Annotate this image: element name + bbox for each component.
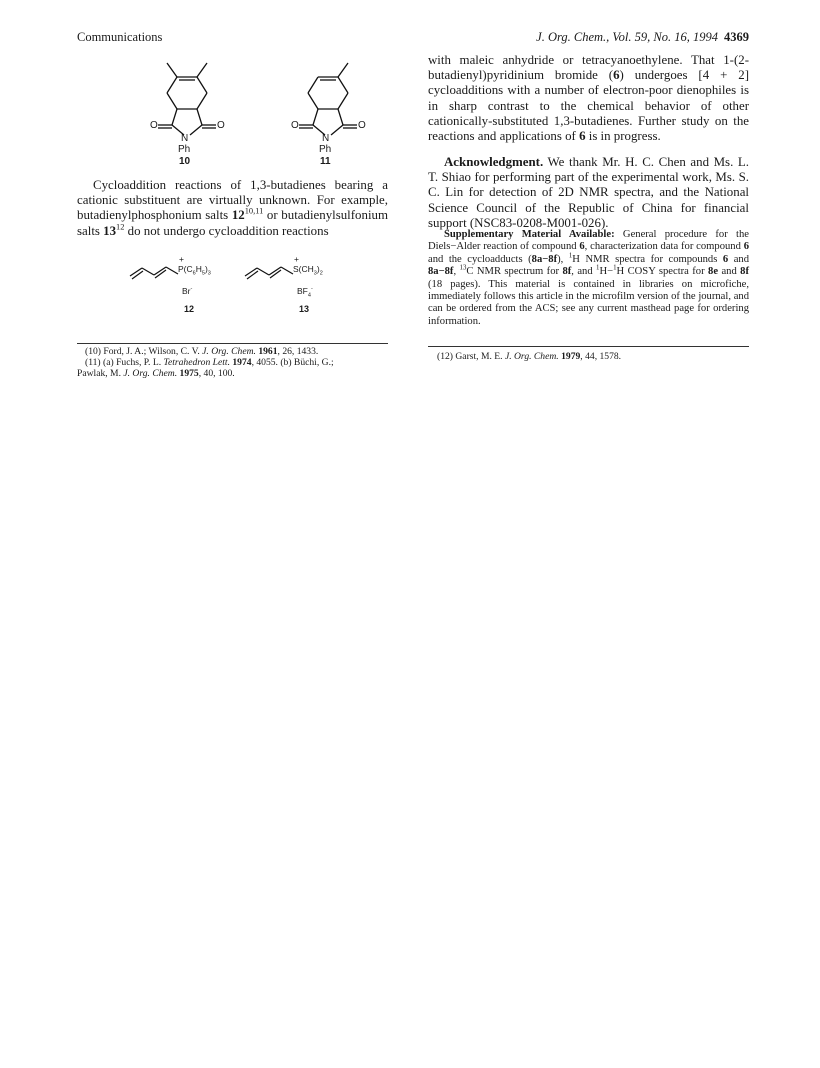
left-paragraph-cycloaddition <box>77 178 388 239</box>
bold: 6 <box>743 241 749 253</box>
sup: 1 <box>613 264 617 272</box>
text: General procedure for the Diels−Alder reaction of compound <box>428 229 749 253</box>
page-number: 4369 <box>724 30 749 44</box>
group-text: ) <box>204 264 208 274</box>
supplementary-heading: Supplementary Material Available: <box>444 229 615 240</box>
structure-11-oxygen-right: O <box>358 120 366 131</box>
footnote-rule-right <box>428 346 749 347</box>
citation: 12 <box>116 222 125 232</box>
text: H COSY spectra for <box>616 266 709 278</box>
fn-year: 1961 <box>255 346 278 357</box>
structure-12-counterion <box>182 286 192 296</box>
subscript: 5 <box>201 270 205 277</box>
bold: 6 <box>722 253 729 265</box>
journal-citation: J. Org. Chem., Vol. 59, No. 16, 1994 <box>536 30 718 44</box>
sup: 13 <box>459 264 467 272</box>
compound-ref: 12 <box>231 208 245 223</box>
text: is in progress. <box>585 129 661 144</box>
bold: 8a−8f <box>428 266 454 278</box>
sup: 1 <box>568 252 573 260</box>
text: Cycloaddition reactions of 1,3-butadienes bearing a cationic substituent are virtually unknown. For example, butadienylphosphonium salts <box>77 178 388 223</box>
anion-charge: - <box>190 286 193 293</box>
bold: 8a−8f <box>531 253 558 265</box>
anion: BF <box>297 286 308 296</box>
fn-journal: J. Org. Chem. <box>123 368 178 379</box>
acknowledgment-text: We thank Mr. H. C. Chen and Ms. L. T. Shiao for performing part of the experimental work, Ms. S. C. Lin for detection of 2D NMR spectra, and the National Science Council of the Republic of China for financial support (NSC83-0208-M001-026). <box>428 155 749 230</box>
structures-10-11 <box>77 55 388 165</box>
fn-text: , 40, 100. <box>198 368 235 379</box>
structure-11-nitrogen: N <box>322 133 330 144</box>
fn-year: 1974 <box>229 357 252 368</box>
text: and the cycloadducts ( <box>428 253 532 265</box>
running-header-section: Communications <box>77 30 163 44</box>
structure-13-counterion <box>297 286 313 299</box>
acknowledgment-paragraph <box>428 155 749 231</box>
structure-11-oxygen-left: O <box>291 120 299 131</box>
footnote-rule-left <box>77 343 388 344</box>
structure-13-charge: + <box>294 254 299 264</box>
structure-10-phenyl: Ph <box>178 144 191 155</box>
structure-10-oxygen-right: O <box>217 120 225 131</box>
subscript: 2 <box>319 270 323 277</box>
footnote-11 <box>85 357 388 369</box>
text: (18 pages). This material is contained in libraries on microfiche, immediately follows this article in the microfilm version of the journal, and can be ordered from the ACS; see any current masthead page for ordering information. <box>428 278 749 327</box>
compound-ref: 13 <box>103 223 117 238</box>
structure-11-phenyl: Ph <box>319 144 332 155</box>
compound-ref: 6 <box>579 129 586 144</box>
sup: 1 <box>596 264 600 272</box>
structure-10-label: 10 <box>179 156 191 167</box>
footnote-10 <box>85 346 388 358</box>
text: ) undergoes [4 + 2] cycloadditions with a number of electron-poor dienophiles is in sharp contrast to the chemical behavior of other cationically-substituted 1,3-butadienes. Further study on the reactions and applications of <box>428 68 749 144</box>
text: H− <box>599 266 614 278</box>
group-text: S(CH <box>293 264 314 274</box>
footnote-12 <box>437 351 749 363</box>
structure-13-label: 13 <box>299 304 310 314</box>
footnote-11-cont <box>77 368 388 380</box>
group-text: P(C <box>178 264 193 274</box>
text: and <box>718 266 741 278</box>
fn-journal: J. Org. Chem. <box>202 346 256 357</box>
anion-charge: - <box>310 286 313 293</box>
text: , <box>453 266 460 278</box>
structures-12-13 <box>128 250 388 320</box>
fn-text: , 26, 1433. <box>277 346 319 357</box>
text: with maleic anhydride or tetracyanoethylene. That 1-(2-butadienyl)pyridinium bromide ( <box>428 53 749 83</box>
text: and <box>728 253 749 265</box>
bold: 8f <box>740 266 749 278</box>
group-text: ) <box>316 264 320 274</box>
structure-11-label: 11 <box>320 156 331 167</box>
bold: 8e <box>708 266 719 278</box>
structure-12-charge: + <box>179 254 184 264</box>
text: , and <box>571 266 597 278</box>
text: or butadienylsulfonium salts <box>77 208 388 238</box>
subscript: 3 <box>207 270 211 277</box>
fn-year: 1975 <box>177 368 199 379</box>
subscript: 6 <box>192 270 196 277</box>
bold: 8f <box>562 266 572 278</box>
structure-10-oxygen-left: O <box>150 120 158 131</box>
supplementary-material-paragraph <box>428 229 749 328</box>
fn-text: , 44, 1578. <box>580 351 622 362</box>
acknowledgment-heading: Acknowledgment. <box>444 155 544 169</box>
subscript: 3 <box>313 270 317 277</box>
text: do not undergo cycloaddition reactions <box>124 223 329 238</box>
compound-ref: 6 <box>613 68 620 83</box>
text: ), <box>557 253 569 265</box>
anion: Br <box>182 286 191 296</box>
right-paragraph-conclusion <box>428 53 749 144</box>
fn-journal: J. Org. Chem. <box>504 351 559 362</box>
fn-text: Pawlak, M. <box>77 368 124 379</box>
group-text: H <box>195 264 202 274</box>
structure-10-nitrogen: N <box>181 133 189 144</box>
structure-12-label: 12 <box>184 304 195 314</box>
structure-13-group <box>293 264 323 277</box>
fn-text: , 4055. (b) Büchi, G.; <box>251 357 334 368</box>
text: H NMR spectra for compounds <box>572 253 723 265</box>
fn-text: (11) (a) Fuchs, P. L. <box>85 357 164 368</box>
fn-year: 1979 <box>558 351 581 362</box>
subscript: 4 <box>307 292 311 299</box>
running-header-journal <box>536 30 749 45</box>
fn-text: (12) Garst, M. E. <box>437 351 505 362</box>
fn-journal: Tetrahedron Lett. <box>163 357 230 368</box>
citation: 10,11 <box>244 207 264 217</box>
bold: 6 <box>579 241 585 253</box>
structure-12-group <box>178 264 211 277</box>
fn-text: (10) Ford, J. A.; Wilson, C. V. <box>85 346 203 357</box>
text: , characterization data for compound <box>584 241 744 253</box>
text: C NMR spectrum for <box>466 266 563 278</box>
